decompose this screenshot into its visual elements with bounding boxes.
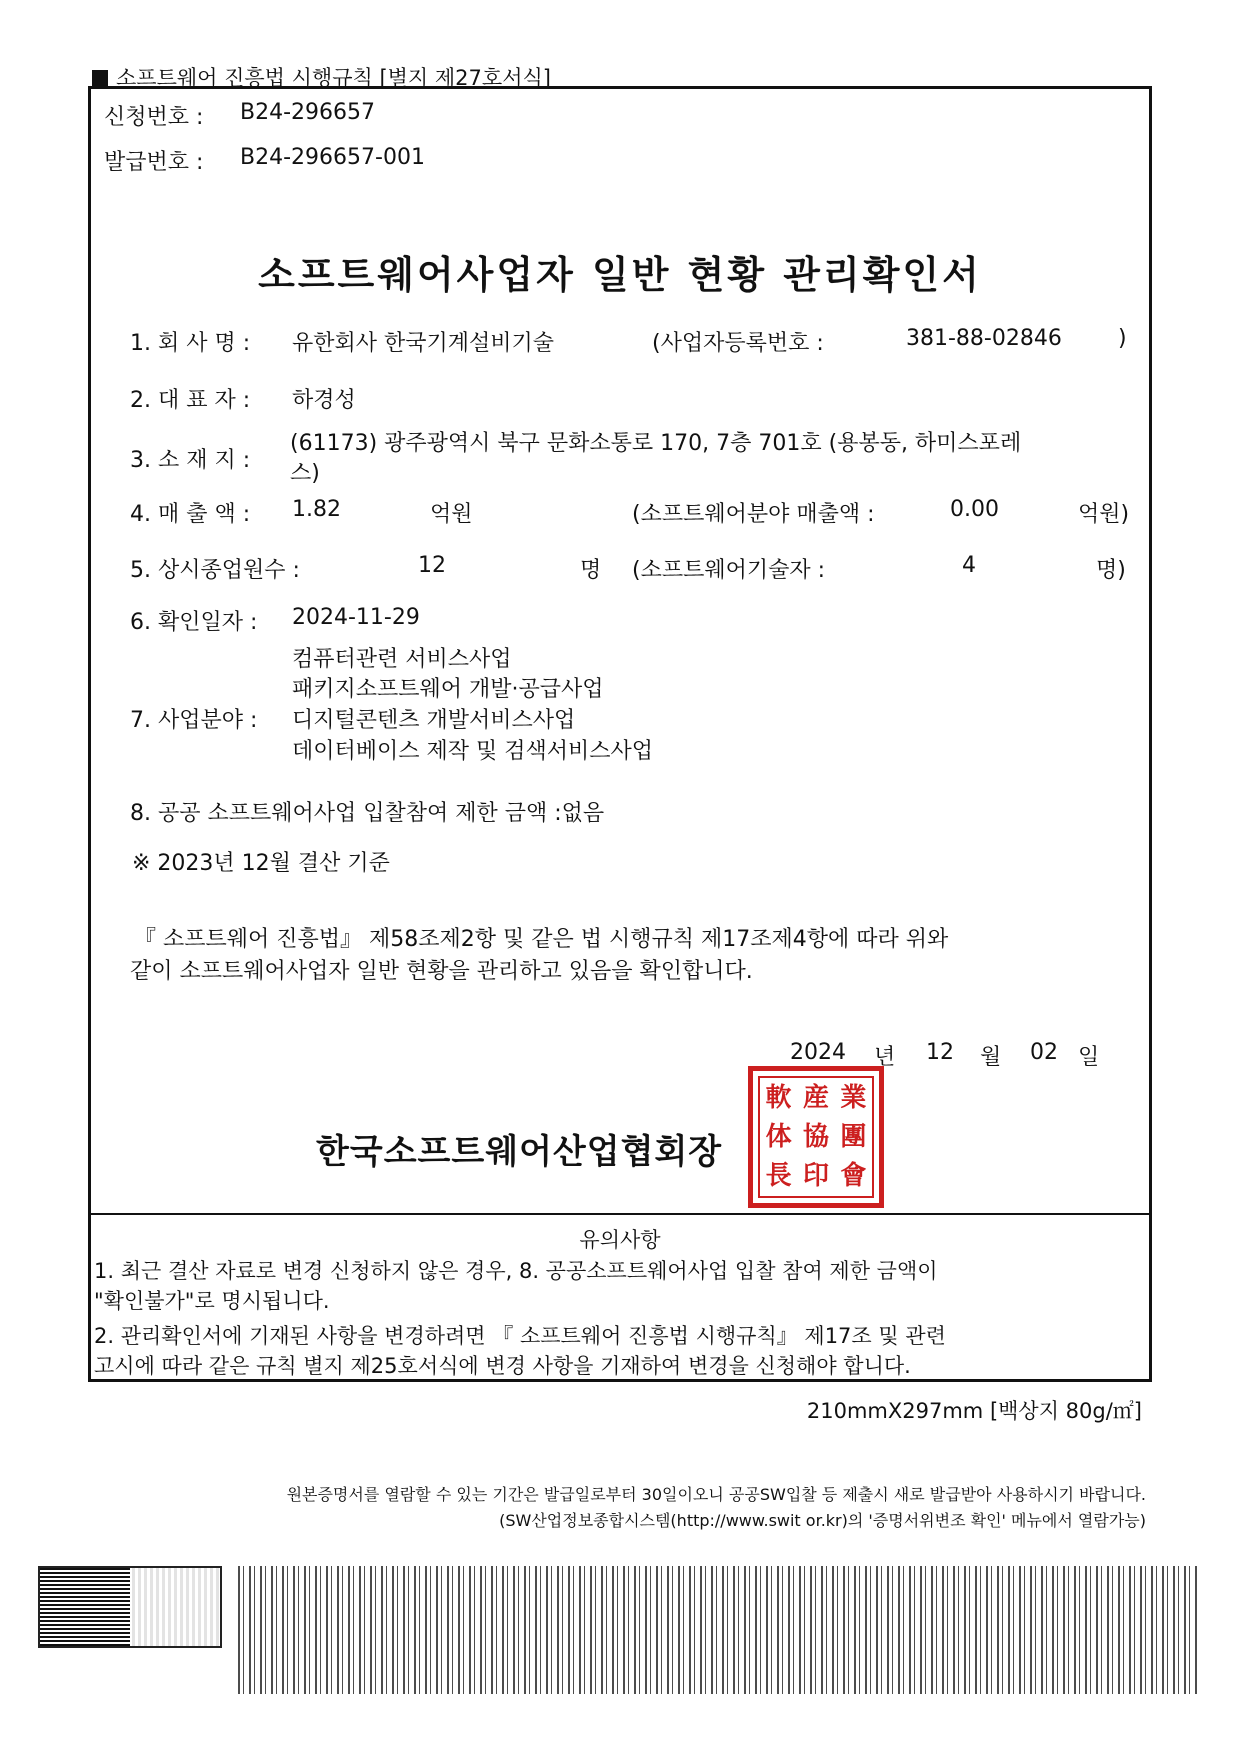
issue-day: 02 xyxy=(1030,1040,1058,1065)
paper-spec: 210mmX297mm [백상지 80g/㎡] xyxy=(806,1399,1142,1423)
note2-line1: 2. 관리확인서에 기재된 사항을 변경하려면 『 소프트웨어 진흥법 시행규칙』 제17조 및 관련 xyxy=(94,1324,946,1348)
registration-number: 381-88-02846 xyxy=(906,326,1062,351)
footer-verify-note: (SW산업정보종합시스템(http://www.swit or.kr)의 '증명서위변조 확인' 메뉴에서 열람가능) xyxy=(499,1511,1146,1530)
address-line1: (61173) 광주광역시 북구 문화소통로 170, 7층 701호 (용봉동, 하미스포레 xyxy=(290,431,1022,456)
sw-sales-label: (소프트웨어분야 매출액 : xyxy=(632,502,875,527)
notes-divider xyxy=(88,1213,1152,1215)
statement-line1: 『 소프트웨어 진흥법』 제58조제2항 및 같은 법 시행규칙 제17조제4항에 따라 위와 xyxy=(134,927,949,952)
bid-restriction: 8. 공공 소프트웨어사업 입찰참여 제한 금액 :없음 xyxy=(130,801,605,826)
ceo-label: 2. 대 표 자 : xyxy=(130,388,251,413)
address-label: 3. 소 재 지 : xyxy=(130,448,251,473)
business-label: 7. 사업분야 : xyxy=(130,708,258,733)
sw-engineers-unit: 명) xyxy=(1096,558,1126,583)
confirm-date-label: 6. 확인일자 : xyxy=(130,610,258,635)
sw-sales-value: 0.00 xyxy=(950,497,999,522)
issue-day-unit: 일 xyxy=(1078,1045,1100,1070)
square-bullet-icon xyxy=(92,70,108,86)
qr-code xyxy=(38,1566,222,1648)
sales-unit: 억원 xyxy=(430,502,473,527)
company-name: 유한회사 한국기계설비기술 xyxy=(292,331,555,356)
employees-value: 12 xyxy=(418,553,446,578)
sw-engineers-value: 4 xyxy=(962,553,976,578)
application-number-label: 신청번호 : xyxy=(104,105,204,130)
issue-month: 12 xyxy=(926,1040,954,1065)
ceo-name: 하경성 xyxy=(292,388,356,413)
note1-line2: "확인불가"로 명시됩니다. xyxy=(94,1289,330,1313)
issue-year-unit: 년 xyxy=(874,1045,896,1070)
seal-char: 軟 xyxy=(765,1082,792,1113)
business-field: 디지털콘텐츠 개발서비스사업 xyxy=(292,708,576,733)
confirm-date: 2024-11-29 xyxy=(292,605,420,630)
seal-char: 團 xyxy=(840,1121,867,1152)
sales-label: 4. 매 출 액 : xyxy=(130,502,251,527)
seal-char: 協 xyxy=(802,1121,829,1152)
company-label: 1. 회 사 명 : xyxy=(130,331,251,356)
form-reference: 소프트웨어 진흥법 시행규칙 [별지 제27호서식] xyxy=(92,62,551,92)
2d-barcode xyxy=(238,1566,1200,1694)
official-seal xyxy=(748,1066,884,1208)
address-line2: 스) xyxy=(290,461,320,486)
issue-month-unit: 월 xyxy=(980,1045,1002,1070)
footer-notice: 원본증명서를 열람할 수 있는 기간은 발급일로부터 30일이오니 공공SW입찰 등 제출시 새로 발급받아 사용하시기 바랍니다. xyxy=(286,1485,1146,1504)
registration-close: ) xyxy=(1118,326,1127,351)
application-number: B24-296657 xyxy=(240,100,376,125)
registration-label: (사업자등록번호 : xyxy=(652,331,824,356)
business-field: 컴퓨터관련 서비스사업 xyxy=(292,647,512,672)
seal-char: 會 xyxy=(840,1161,867,1192)
document-title: 소프트웨어사업자 일반 현황 관리확인서 xyxy=(258,253,982,297)
business-field: 데이터베이스 제작 및 검색서비스사업 xyxy=(292,739,654,764)
seal-char: 印 xyxy=(802,1161,829,1192)
note1-line1: 1. 최근 결산 자료로 변경 신청하지 않은 경우, 8. 공공소프트웨어사업 입찰 참여 제한 금액이 xyxy=(94,1259,938,1283)
issuance-number: B24-296657-001 xyxy=(240,145,425,170)
settlement-basis: ※ 2023년 12월 결산 기준 xyxy=(132,851,390,876)
employees-unit: 명 xyxy=(580,558,602,583)
issuer-name: 한국소프트웨어산업협회장 xyxy=(316,1132,723,1172)
sales-value: 1.82 xyxy=(292,497,341,522)
issuance-number-label: 발급번호 : xyxy=(104,150,204,175)
seal-char: 体 xyxy=(765,1121,792,1152)
issue-year: 2024 xyxy=(790,1040,846,1065)
notes-title: 유의사항 xyxy=(579,1228,661,1252)
sw-sales-unit: 억원) xyxy=(1078,502,1130,527)
sw-engineers-label: (소프트웨어기술자 : xyxy=(632,558,826,583)
note2-line2: 고시에 따라 같은 규칙 별지 제25호서식에 변경 사항을 기재하여 변경을 신청해야 합니다. xyxy=(94,1354,911,1378)
seal-char: 業 xyxy=(840,1082,867,1113)
employees-label: 5. 상시종업원수 : xyxy=(130,558,300,583)
seal-char: 長 xyxy=(765,1161,792,1192)
statement-line2: 같이 소프트웨어사업자 일반 현황을 관리하고 있음을 확인합니다. xyxy=(130,959,753,984)
business-field: 패키지소프트웨어 개발·공급사업 xyxy=(292,677,604,702)
seal-char: 産 xyxy=(802,1082,829,1113)
